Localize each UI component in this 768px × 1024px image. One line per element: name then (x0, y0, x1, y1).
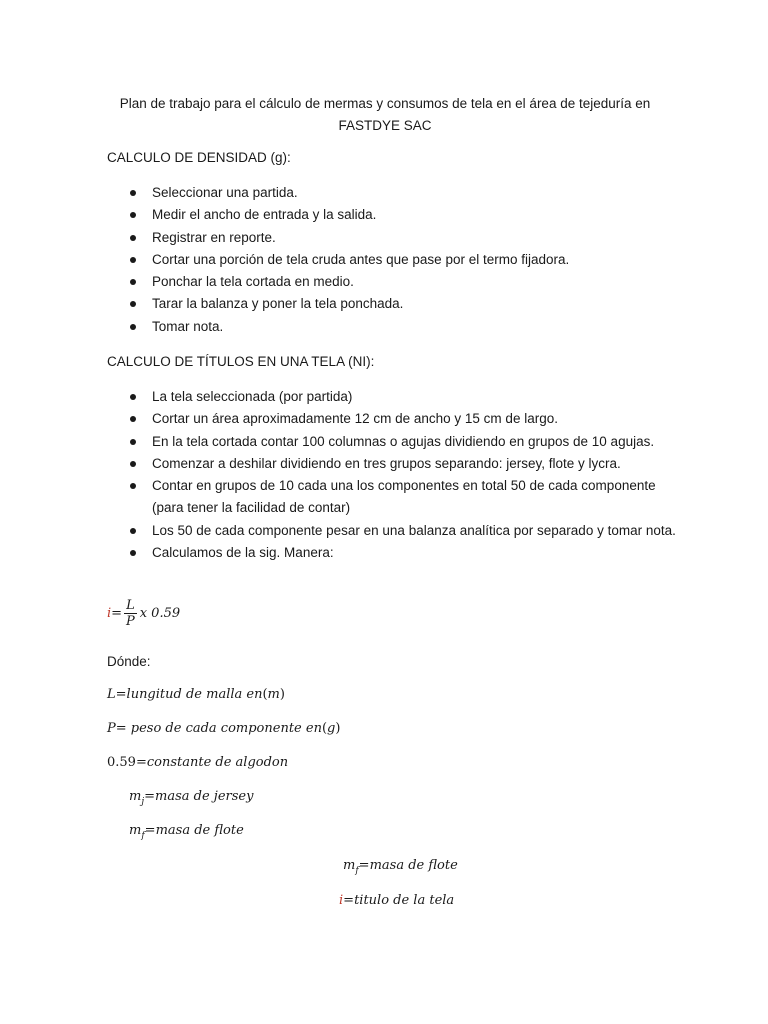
formula-lhs: i (107, 606, 112, 621)
definition-mf: $m_f=masa$ de flote (129, 823, 244, 841)
list-item: Medir el ancho de entrada y la salida. (0, 204, 768, 226)
formula-fraction (124, 598, 137, 629)
list-item: Comenzar a deshilar dividiendo en tres grupos separando: jersey, flote y lycra. (0, 453, 768, 475)
bullet-list-titulos (0, 386, 768, 564)
list-item: En la tela cortada contar 100 columnas o agujas dividiendo en grupos de 10 agujas. (0, 431, 768, 453)
list-item: Registrar en reporte. (0, 227, 768, 249)
definition-l: L=lungitud de malla en(m) (107, 687, 285, 702)
formula-numerator: L (126, 598, 135, 613)
formula-tail: x 0.59 (139, 606, 181, 621)
list-item: Cortar un área aproximadamente 12 cm de ancho y 15 cm de largo. (0, 408, 768, 430)
document-title: Plan de trabajo para el cálculo de mermas y consumos de tela en el área de tejeduría en FASTDYE SAC (119, 96, 651, 133)
definition-p: P= peso de cada componente en(g) (107, 721, 341, 736)
bullet-list-densidad (0, 182, 768, 338)
definition-constante: 0.59=constante de algodon (107, 755, 289, 770)
formula-denominator: P (126, 614, 135, 629)
section-heading-titulos: CALCULO DE TÍTULOS EN UNA TELA (NI): (107, 354, 375, 369)
definition-mf-centered: $m_f=masa$ de flote (343, 858, 458, 876)
list-item: La tela seleccionada (por partida) (0, 386, 768, 408)
list-item: Calculamos de la sig. Manera: (0, 542, 768, 564)
list-item: Ponchar la tela cortada en medio. (0, 271, 768, 293)
list-item: Seleccionar una partida. (0, 182, 768, 204)
definition-mj: $m_j=masa$ de jersey (129, 789, 254, 807)
list-item: Los 50 de cada componente pesar en una balanza analítica por separado y tomar nota. (0, 520, 768, 542)
list-item: Cortar una porción de tela cruda antes que pase por el termo fijadora. (0, 249, 768, 271)
definition-titulo: i=titulo de la tela (339, 893, 455, 908)
list-item: Contar en grupos de 10 cada una los componentes en total 50 de cada componente (para tener la facilidad de contar) (0, 475, 768, 520)
section-heading-densidad: CALCULO DE DENSIDAD (g): (107, 150, 291, 165)
list-item: Tomar nota. (0, 316, 768, 338)
donde-label: Dónde: (107, 654, 151, 669)
formula-titulo (107, 598, 180, 629)
formula-equals: = (111, 606, 123, 621)
list-item: Tarar la balanza y poner la tela ponchada. (0, 293, 768, 315)
